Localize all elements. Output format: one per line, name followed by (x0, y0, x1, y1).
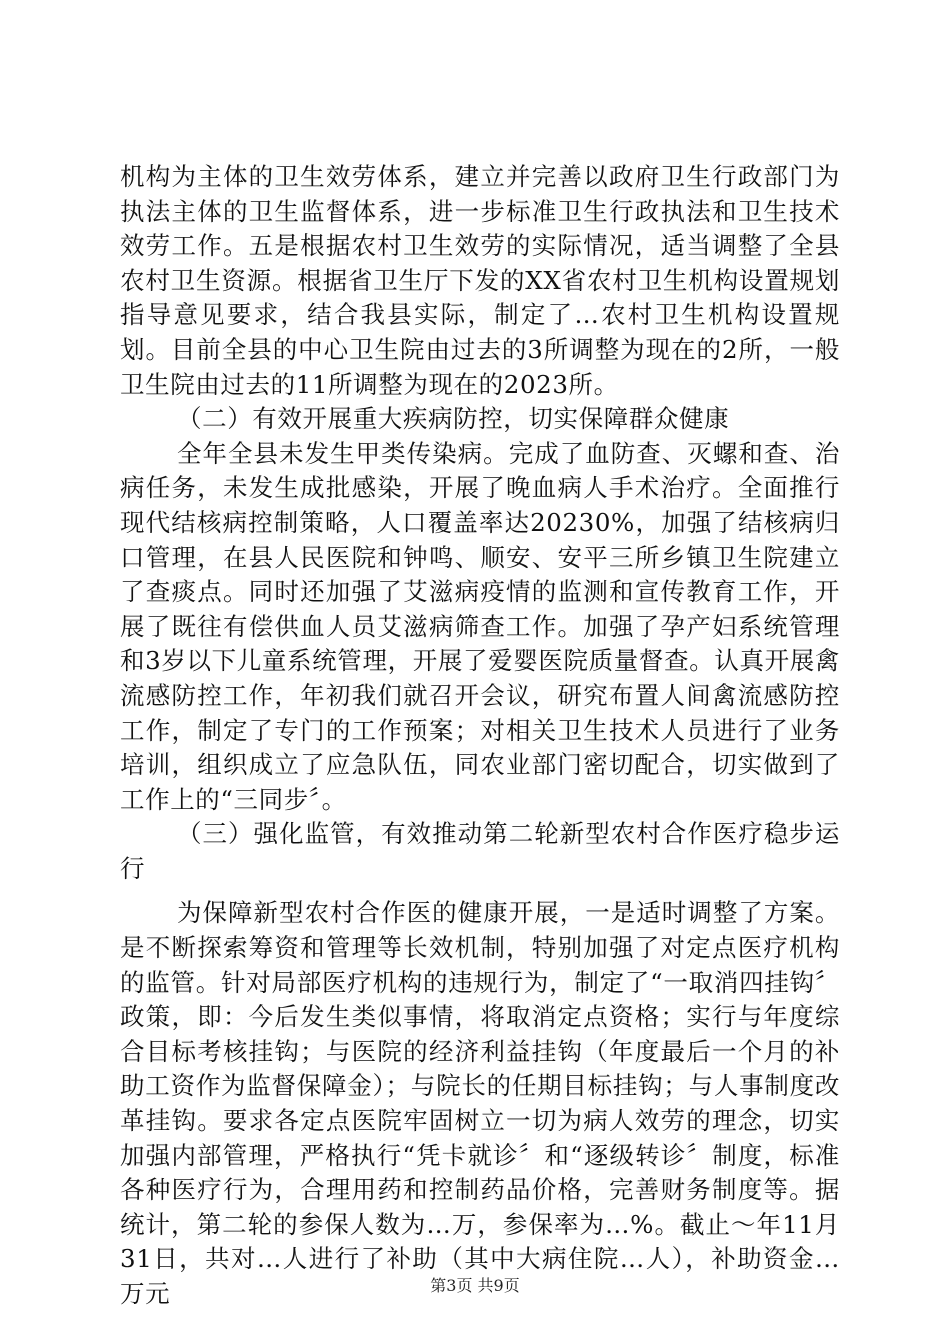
section-heading-3: （三）强化监管，有效推动第二轮新型农村合作医疗稳步运行 (120, 819, 840, 883)
page-number-footer: 第3页 共9页 (430, 1276, 520, 1295)
paragraph-continuation: 机构为主体的卫生效劳体系，建立并完善以政府卫生行政部门为执法主体的卫生监督体系，进一步标准卫生行政执法和卫生技术效劳工作。五是根据农村卫生效劳的实际情况，适当调整了全县农村卫生资源。根据省卫生厅下发的XX省农村卫生机构设置规划指导意见要求，结合我县实际，制定了…农村卫生机构设置规划。目前全县的中心卫生院由过去的3所调整为现在的2所，一般卫生院由过去的11所调整为现在的2023所。 (120, 162, 840, 399)
document-body (120, 160, 840, 1312)
paragraph-disease-control: 全年全县未发生甲类传染病。完成了血防查、灭螺和查、治病任务，未发生成批感染，开展了晚血病人手术治疗。全面推行现代结核病控制策略，人口覆盖率达20230%，加强了结核病归口管理，在县人民医院和钟鸣、顺安、安平三所乡镇卫生院建立了查痰点。同时还加强了艾滋病疫情的监测和宣传教育工作，开展了既往有偿供血人员艾滋病筛查工作。加强了孕产妇系统管理和3岁以下儿童系统管理，开展了爱婴医院质量督查。认真开展禽流感防控工作，年初我们就召开会议，研究布置人间禽流感防控工作，制定了专门的工作预案；对相关卫生技术人员进行了业务培训，组织成立了应急队伍，同农业部门密切配合，切实做到了工作上的“三同步〞。 (120, 438, 840, 814)
paragraph-cooperative-medical: 为保障新型农村合作医的健康开展，一是适时调整了方案。是不断探索筹资和管理等长效机制，特别加强了对定点医疗机构的监管。针对局部医疗机构的违规行为，制定了“一取消四挂钩〞政策，即：今后发生类似事情，将取消定点资格；实行与年度综合目标考核挂钩；与医院的经济利益挂钩（年度最后一个月的补助工资作为监督保障金）；与院长的任期目标挂钩；与人事制度改革挂钩。要求各定点医院牢固树立一切为病人效劳的理念，切实加强内部管理，严格执行“凭卡就诊〞和“逐级转诊〞制度，标准各种医疗行为，合理用药和控制药品价格，完善财务制度等。据统计，第二轮的参保人数为…万，参保率为…%。截止～年11月31日，共对…人进行了补助（其中大病住院…人），补助资金…万元 (120, 898, 840, 1308)
section-heading-2: （二）有效开展重大疾病防控，切实保障群众健康 (177, 404, 730, 434)
